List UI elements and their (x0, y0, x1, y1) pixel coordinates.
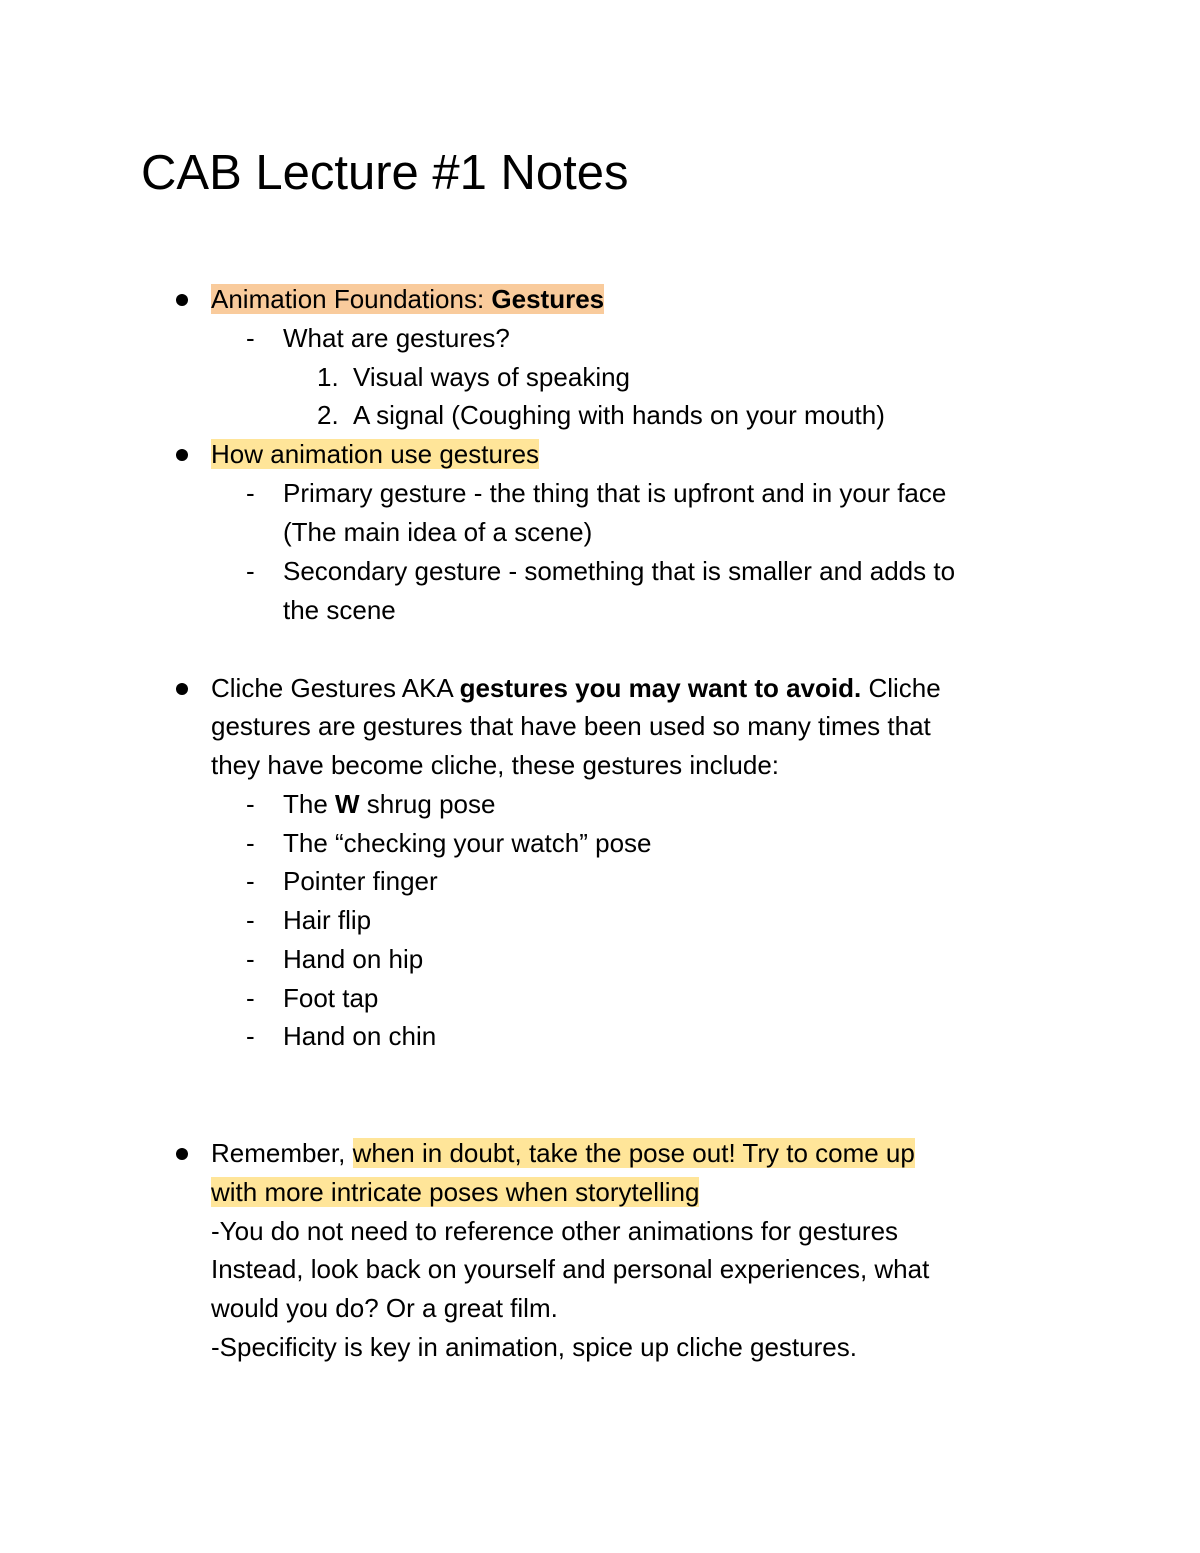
text: The (283, 789, 336, 819)
dash-marker: - (246, 556, 255, 586)
remember-paragraph-line: -Specificity is key in animation, spice up cliche gestures. (211, 1332, 857, 1362)
highlighted-text: when in doubt, take the pose out! Try to come up (352, 1138, 915, 1168)
list-item: The “checking your watch” pose (283, 828, 652, 858)
list-number: 1. (317, 362, 339, 392)
numbered-item: Visual ways of speaking (353, 362, 631, 392)
bullet-icon (176, 683, 188, 695)
cliche-paragraph (211, 669, 941, 708)
remember-paragraph (211, 1134, 915, 1173)
primary-gesture-cont: (The main idea of a scene) (283, 517, 593, 547)
remember-paragraph-line: would you do? Or a great film. (211, 1293, 558, 1323)
heading-bold: Gestures (491, 284, 605, 314)
list-item: Hair flip (283, 905, 372, 935)
text: shrug pose (359, 789, 496, 819)
text: Remember, (211, 1138, 353, 1168)
list-number: 2. (317, 400, 339, 430)
list-item (283, 785, 495, 824)
list-item: Hand on chin (283, 1021, 437, 1051)
primary-gesture: Primary gesture - the thing that is upfront and in your face (283, 478, 947, 508)
section-heading-foundations (211, 280, 604, 319)
secondary-gesture: Secondary gesture - something that is smaller and adds to (283, 556, 956, 586)
bold-text: gestures you may want to avoid. (459, 673, 862, 703)
secondary-gesture-cont: the scene (283, 595, 396, 625)
heading-text: How animation use gestures (211, 439, 540, 469)
cliche-paragraph-line: gestures are gestures that have been used so many times that (211, 711, 931, 741)
list-item: Pointer finger (283, 866, 438, 896)
dash-marker: - (246, 944, 255, 974)
page-title: CAB Lecture #1 Notes (141, 146, 629, 200)
list-item: Hand on hip (283, 944, 424, 974)
bullet-icon (176, 294, 188, 306)
remember-paragraph-line: Instead, look back on yourself and personal experiences, what (211, 1254, 930, 1284)
remember-paragraph-line: -You do not need to reference other animations for gestures (211, 1216, 899, 1246)
bullet-icon (176, 449, 188, 461)
list-item: Foot tap (283, 983, 379, 1013)
highlighted-text: with more intricate poses when storytelling (211, 1177, 700, 1207)
cliche-paragraph-line: they have become cliche, these gestures include: (211, 750, 780, 780)
heading-text: Animation Foundations: (211, 284, 492, 314)
numbered-item: A signal (Coughing with hands on your mouth) (353, 400, 885, 430)
bold-text: W (335, 789, 360, 819)
dash-marker: - (246, 866, 255, 896)
text: Cliche Gestures AKA (211, 673, 460, 703)
bullet-icon (176, 1148, 188, 1160)
dash-marker: - (246, 1021, 255, 1051)
dash-marker: - (246, 828, 255, 858)
sub-item: What are gestures? (283, 323, 510, 353)
dash-marker: - (246, 478, 255, 508)
text: Cliche (861, 673, 941, 703)
dash-marker: - (246, 323, 255, 353)
section-heading-how (211, 435, 539, 474)
dash-marker: - (246, 905, 255, 935)
remember-paragraph-line (211, 1173, 699, 1212)
dash-marker: - (246, 983, 255, 1013)
dash-marker: - (246, 789, 255, 819)
